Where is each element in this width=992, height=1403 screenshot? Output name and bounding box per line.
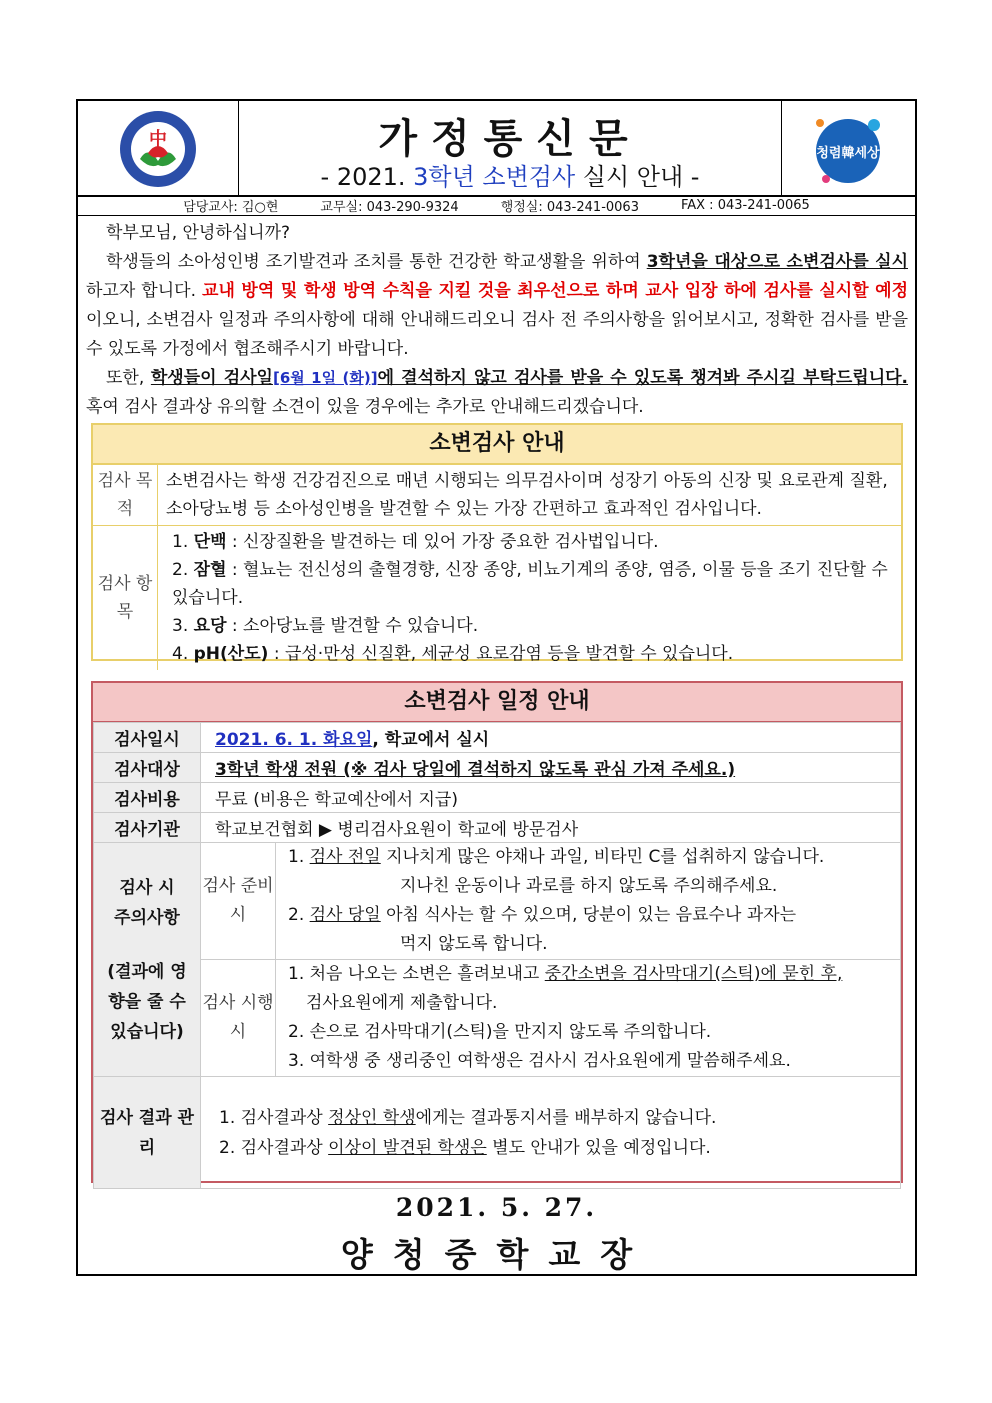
integrity-logo-icon	[812, 111, 888, 187]
result-label: 검사 결과 관리	[94, 1077, 201, 1189]
intro-paragraph-2	[86, 364, 908, 422]
purpose-label: 검사 목적	[93, 465, 158, 526]
prep-label: 검사 준비시	[201, 843, 276, 960]
prep-line: 먹지 않도록 합니다.	[400, 934, 548, 954]
guide-box	[91, 423, 903, 664]
result-text	[201, 1077, 901, 1189]
result-underlined: 이상이 발견된 학생은	[328, 1137, 487, 1158]
list-item	[172, 612, 893, 640]
integrity-logo-cell	[781, 101, 915, 195]
subtitle-highlight: 3학년 소변검사	[413, 163, 576, 191]
purpose-text: 소변검사는 학생 건강검진으로 매년 시행되는 의무검사이며 성장기 아동의 신장 및 요로관계 질환, 소아당뇨병 등 소아성인병을 발견할 수 있는 가장 간편하고 효과적인 검사입니다.	[158, 465, 902, 526]
item-name: 요당	[193, 616, 227, 636]
intro-text-run: 또한,	[106, 368, 151, 388]
caution-label: 검사 시 주의사항	[114, 877, 180, 928]
schedule-box	[91, 681, 903, 1183]
exec-line: 1. 처음 나오는 소변은 흘려보내고	[288, 964, 545, 984]
intro-emphasis-red: 교내 방역 및 학생 방역 수칙을 지킬 것을 최우선으로 하며 교사 입장 하에 검사를 실시할 예정	[202, 281, 909, 301]
page-subtitle	[238, 157, 782, 192]
exam-place: , 학교에서 실시	[372, 730, 490, 750]
item-number: 4.	[172, 644, 189, 664]
intro-text-run: 학생들의 소아성인병 조기발견과 조치를 통한 건강한 학교생활을 위하여	[106, 252, 647, 272]
issue-date: 2021. 5. 27.	[395, 1193, 598, 1222]
header	[78, 101, 915, 197]
item-desc: : 신장질환을 발견하는 데 있어 가장 중요한 검사법입니다.	[226, 532, 659, 552]
list-item	[172, 556, 893, 612]
items-list	[158, 526, 902, 671]
school-logo-icon	[118, 109, 198, 189]
item-desc: : 급성·만성 신질환, 세균성 요로감염 등을 발견할 수 있습니다.	[268, 644, 734, 664]
target-label: 검사대상	[94, 753, 201, 783]
result-line: 별도 안내가 있을 예정입니다.	[486, 1137, 711, 1158]
exec-underlined: 중간소변을 검사막대기(스틱)에 묻힌 후,	[544, 964, 843, 984]
list-item	[172, 528, 893, 556]
office-contact: 교무실: 043-290-9324	[320, 199, 459, 215]
item-number: 1.	[172, 532, 189, 552]
intro-text-run: 혹여 검사 결과상 유의할 소견이 있을 경우에는 추가로 안내해드리겠습니다.	[86, 397, 644, 417]
guide-table	[93, 464, 901, 670]
item-name: 잠혈	[193, 560, 227, 580]
list-item	[172, 640, 893, 668]
intro-emphasis: 학생들이 검사일	[150, 368, 273, 388]
principal-signature: 양청중학교장	[340, 1235, 653, 1274]
fax-contact: FAX : 043-241-0065	[680, 197, 810, 213]
agency-value: 학교보건협회 ▶ 병리검사요원이 학교에 방문검사	[201, 813, 901, 843]
item-number: 2.	[172, 560, 189, 580]
date-label: 검사일시	[94, 723, 201, 753]
admin-contact: 행정실: 043-241-0063	[500, 199, 639, 215]
target-value: 3학년 학생 전원 (※ 검사 당일에 결석하지 않도록 관심 가져 주세요.)	[201, 753, 901, 783]
integrity-logo-text: 청렴韓세상	[816, 146, 880, 161]
schedule-table	[93, 722, 901, 1189]
newsletter-frame	[76, 99, 917, 1276]
subtitle-prefix: - 2021.	[320, 163, 414, 191]
intro-emphasis-target: 3학년을 대상으로 소변검사를 실시	[646, 252, 908, 272]
item-name: 단백	[193, 532, 227, 552]
contact-bar	[78, 195, 915, 216]
item-desc: : 혈뇨는 전신성의 출혈경향, 신장 종양, 비뇨기계의 종양, 염증, 이물 등을 조기 진단할 수 있습니다.	[172, 560, 888, 608]
cost-value: 무료 (비용은 학교예산에서 지급)	[201, 783, 901, 813]
exec-label: 검사 시행시	[201, 960, 276, 1077]
exec-line: 검사요원에게 제출합니다.	[306, 993, 498, 1013]
exec-text	[276, 960, 901, 1077]
prep-underlined: 검사 당일	[309, 905, 381, 925]
result-line: 2. 검사결과상	[219, 1137, 329, 1158]
result-line: 에게는 결과통지서를 배부하지 않습니다.	[415, 1107, 717, 1128]
item-desc: : 소아당뇨를 발견할 수 있습니다.	[226, 616, 479, 636]
caution-note: (결과에 영향을 줄 수 있습니다)	[107, 961, 187, 1042]
prep-line: 지나치게 많은 야채나 과일, 비타민 C를 섭취하지 않습니다.	[380, 847, 825, 867]
teacher-contact: 담당교사: 김○현	[183, 199, 279, 215]
caution-label-cell	[94, 843, 201, 1077]
cost-label: 검사비용	[94, 783, 201, 813]
logo-center-char: 中	[149, 129, 167, 150]
page-title: 가정통신문	[378, 115, 642, 162]
schedule-heading: 소변검사 일정 안내	[93, 683, 901, 722]
school-logo-cell	[78, 101, 239, 195]
prep-line: 지나친 운동이나 과로를 하지 않도록 주의해주세요.	[400, 876, 778, 896]
greeting: 학부모님, 안녕하십니까?	[106, 223, 291, 243]
intro-paragraph-1	[86, 248, 908, 364]
intro-emphasis: 에 결석하지 않고 검사를 받을 수 있도록 챙겨봐 주시길 부탁드립니다.	[377, 368, 909, 388]
result-underlined: 정상인 학생	[328, 1107, 416, 1128]
prep-num: 1.	[288, 847, 310, 867]
prep-num: 2.	[288, 905, 310, 925]
prep-line: 아침 식사는 할 수 있으며, 당분이 있는 음료수나 과자는	[380, 905, 797, 925]
exec-line: 2. 손으로 검사막대기(스틱)을 만지지 않도록 주의합니다.	[288, 1022, 712, 1042]
subtitle-suffix: 실시 안내 -	[575, 163, 700, 191]
guide-heading: 소변검사 안내	[93, 425, 901, 464]
result-line: 1. 검사결과상	[219, 1107, 329, 1128]
item-name: pH(산도)	[193, 644, 269, 664]
intro-text-run: 하고자 합니다.	[86, 281, 203, 301]
prep-text	[276, 843, 901, 960]
intro-text-run: 이오니, 소변검사 일정과 주의사항에 대해 안내해드리오니 검사 전 주의사항을 읽어보시고, 정확한 검사를 받을 수 있도록 가정에서 협조해주시기 바랍니다.	[86, 310, 908, 359]
intro-text	[86, 219, 908, 422]
date-value	[201, 723, 901, 753]
exam-date: 2021. 6. 1. 화요일	[215, 730, 373, 750]
agency-label: 검사기관	[94, 813, 201, 843]
exam-date-highlight: [6월 1일 (화)]	[272, 369, 378, 387]
item-number: 3.	[172, 616, 189, 636]
prep-underlined: 검사 전일	[309, 847, 381, 867]
exec-line: 3. 여학생 중 생리중인 여학생은 검사시 검사요원에게 말씀해주세요.	[288, 1051, 791, 1071]
items-label: 검사 항목	[93, 526, 158, 671]
